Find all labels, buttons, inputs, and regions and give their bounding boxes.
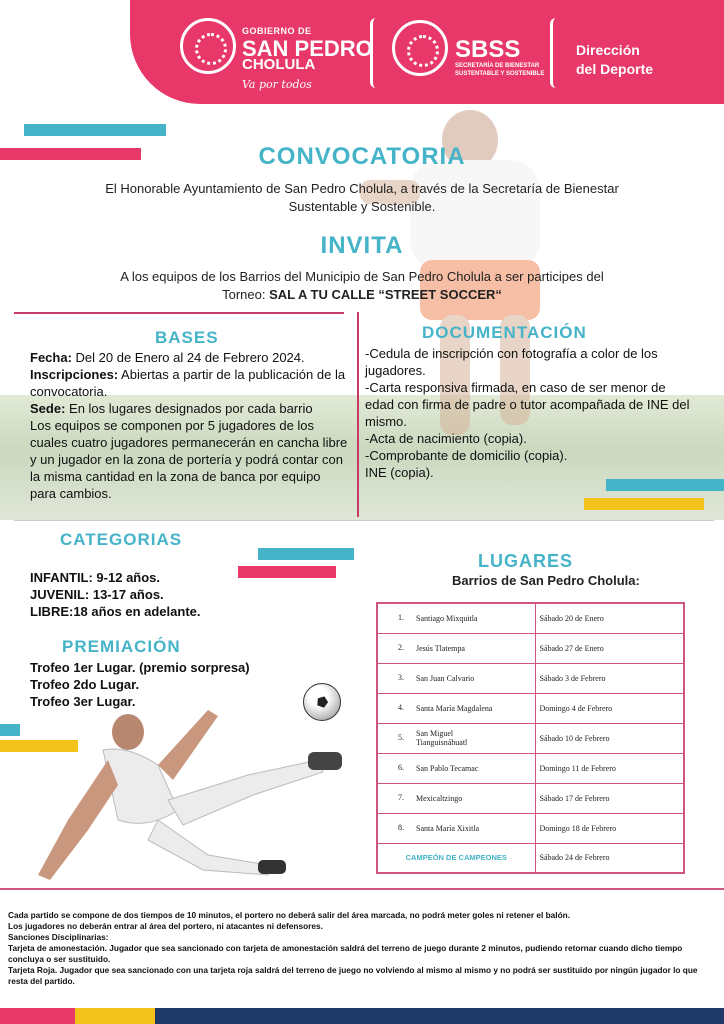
- gov-big-text-2: CHOLULA: [242, 56, 316, 73]
- torneo-name: SAL A TU CALLE “STREET SOCCER“: [269, 287, 502, 302]
- divider-line: [14, 520, 714, 521]
- header-banner: [130, 0, 724, 104]
- premio-item: Trofeo 3er Lugar.: [30, 694, 136, 709]
- table-row: [377, 813, 684, 843]
- row-number: 4.: [398, 703, 404, 713]
- bottom-bar-navy: [0, 1008, 75, 1024]
- sede-text: En los lugares designados por cada barrio: [69, 401, 313, 416]
- gobierno-logo-icon: [180, 18, 236, 74]
- barrio-name: Mexicaltzingo: [416, 793, 463, 803]
- row-number: 7.: [398, 793, 404, 803]
- barrio-name: San Pablo Tecamac: [416, 763, 479, 773]
- barrio-name: San Juan Calvario: [416, 673, 475, 683]
- footer-line: Los jugadores no deberán entrar al área del portero, ni atacantes ni defensores.: [8, 921, 323, 931]
- soccer-ball-icon: [303, 683, 341, 721]
- lugares-title: LUGARES: [478, 551, 574, 571]
- barrio-name: Santa María Xixitla: [416, 823, 480, 833]
- divider-swirl-icon: [370, 18, 382, 88]
- campeon-date: Sábado 24 de Febrero: [535, 843, 684, 873]
- premiacion-title: PREMIACIÓN: [62, 637, 181, 656]
- table-row: [377, 723, 684, 753]
- table-row: [377, 633, 684, 663]
- sbss-sub-2: SUSTENTABLE Y SOSTENIBLE: [455, 71, 545, 77]
- inscripciones-label: Inscripciones:: [30, 367, 119, 382]
- footer-rules: [8, 910, 718, 987]
- divider-line: [0, 888, 724, 890]
- barrio-date: Sábado 17 de Febrero: [535, 783, 684, 813]
- sbss-sub-1: SECRETARÍA DE BIENESTAR: [455, 63, 540, 69]
- gov-big-text-1: SAN PEDRO: [242, 36, 373, 61]
- doc-item: INE (copia).: [365, 465, 434, 480]
- bottom-bar-navy: [155, 1008, 724, 1024]
- direccion-line-1: Dirección: [576, 42, 640, 58]
- row-number: 5.: [398, 732, 404, 742]
- table-row: [377, 663, 684, 693]
- footer-line: Tarjeta Roja. Jugador que sea sancionado con una tarjeta roja saldrá del terreno de juego no volviendo al mismo al mismo y no podrá ser sustituido por ningún jugador lo que resta del partido.: [8, 965, 698, 986]
- barrio-date: Domingo 18 de Febrero: [535, 813, 684, 843]
- stripe-teal: [0, 724, 20, 736]
- barrio-date: Domingo 11 de Febrero: [535, 753, 684, 783]
- sede-label: Sede:: [30, 401, 66, 416]
- row-number: 3.: [398, 673, 404, 683]
- barrio-name: San Miguel Tianguisnáhuatl: [416, 729, 468, 747]
- divider-line: [14, 312, 344, 314]
- equipos-text: Los equipos se componen por 5 jugadores de los cuales cuatro jugadores permanecerán en cancha libre y un jugador en la zona de portería y podrá contar con la misma cantidad en la zona de banca por equipo para cambios.: [30, 418, 348, 501]
- row-number: 6.: [398, 763, 404, 773]
- invita-line-1: A los equipos de los Barrios del Municipio de San Pedro Cholula a ser participes del: [120, 269, 604, 284]
- doc-item: -Comprobante de domicilio (copia).: [365, 448, 568, 463]
- footer-line: Sanciones Disciplinarias:: [8, 932, 109, 942]
- footer-line: Tarjeta de amonestación. Jugador que sea sancionado con tarjeta de amonestación saldrá del terreno de juego durante 2 minutos, pudiendo retornar cuando dicho tiempo concluya o ser sustituido.: [8, 943, 683, 964]
- slogan-text: Va por todos: [242, 78, 312, 91]
- campeon-label: CAMPEÓN DE CAMPEONES: [377, 843, 535, 873]
- doc-item: -Cedula de inscripción con fotografía a color de los jugadores.: [365, 346, 658, 378]
- invita-line-2: [0, 286, 724, 304]
- sbss-title: SBSS: [455, 36, 521, 63]
- player-kick-illustration: [18, 690, 348, 890]
- documentacion-title: DOCUMENTACIÓN: [422, 323, 587, 342]
- invita-prefix: Torneo:: [222, 287, 266, 302]
- barrio-name: Jesús Tlatempa: [416, 643, 465, 653]
- stripe-teal: [24, 124, 166, 136]
- table-row: [377, 783, 684, 813]
- invita-title: INVITA: [320, 232, 404, 259]
- documentacion-list: [365, 345, 695, 481]
- divider-line: [357, 312, 359, 517]
- convocatoria-line-1: El Honorable Ayuntamiento de San Pedro Cholula, a través de la Secretaría de Bienestar: [105, 181, 619, 196]
- table-row: [377, 693, 684, 723]
- bottom-bar-yellow: [75, 1008, 155, 1024]
- categoria-item: INFANTIL: 9-12 años.: [30, 570, 161, 585]
- row-number: 1.: [398, 613, 404, 623]
- categorias-title: CATEGORIAS: [60, 530, 183, 549]
- lugares-subtitle: Barrios de San Pedro Cholula:: [452, 573, 640, 588]
- inscripciones-text: Abiertas a partir de la publicación de la convocatoria.: [30, 367, 346, 399]
- stripe-yellow: [584, 498, 704, 510]
- sbss-logo-icon: [392, 20, 448, 76]
- barrio-name: Santiago Mixquitla: [416, 614, 478, 624]
- doc-item: -Acta de nacimiento (copia).: [365, 431, 527, 446]
- barrio-date: Sábado 20 de Enero: [535, 603, 684, 633]
- gov-small-text: GOBIERNO DE: [242, 26, 312, 36]
- fecha-label: Fecha:: [30, 350, 72, 365]
- barrio-date: Domingo 4 de Febrero: [535, 693, 684, 723]
- table-row: [377, 603, 684, 633]
- stripe-pink: [238, 566, 336, 578]
- premio-item: Trofeo 1er Lugar. (premio sorpresa): [30, 660, 250, 675]
- categoria-item: LIBRE:18 años en adelante.: [30, 604, 201, 619]
- categorias-list: [30, 569, 201, 620]
- footer-line: Cada partido se compone de dos tiempos de 10 minutos, el portero no deberá salir del área marcada, no podrá meter goles ni retener el balón.: [8, 910, 571, 920]
- lugares-table: [376, 602, 685, 874]
- table-row: [377, 753, 684, 783]
- stripe-teal: [258, 548, 354, 560]
- row-number: 2.: [398, 643, 404, 653]
- premio-item: Trofeo 2do Lugar.: [30, 677, 140, 692]
- divider-swirl-icon: [550, 18, 562, 88]
- convocatoria-line-2: Sustentable y Sostenible.: [288, 199, 436, 214]
- doc-item: -Carta responsiva firmada, en caso de ser menor de edad con firma de padre o tutor acompañada de INE del mismo.: [365, 380, 690, 429]
- bases-body: [30, 349, 350, 502]
- bases-title: BASES: [155, 328, 219, 347]
- categoria-item: JUVENIL: 13-17 años.: [30, 587, 164, 602]
- barrio-date: Sábado 10 de Febrero: [535, 723, 684, 753]
- barrio-date: Sábado 27 de Enero: [535, 633, 684, 663]
- convocatoria-title: CONVOCATORIA: [258, 143, 466, 170]
- table-row: [377, 843, 684, 873]
- barrio-name: Santa María Magdalena: [416, 703, 493, 713]
- row-number: 8.: [398, 823, 404, 833]
- fecha-text: Del 20 de Enero al 24 de Febrero 2024.: [75, 350, 305, 365]
- barrio-date: Sábado 3 de Febrero: [535, 663, 684, 693]
- direccion-line-2: del Deporte: [576, 61, 654, 77]
